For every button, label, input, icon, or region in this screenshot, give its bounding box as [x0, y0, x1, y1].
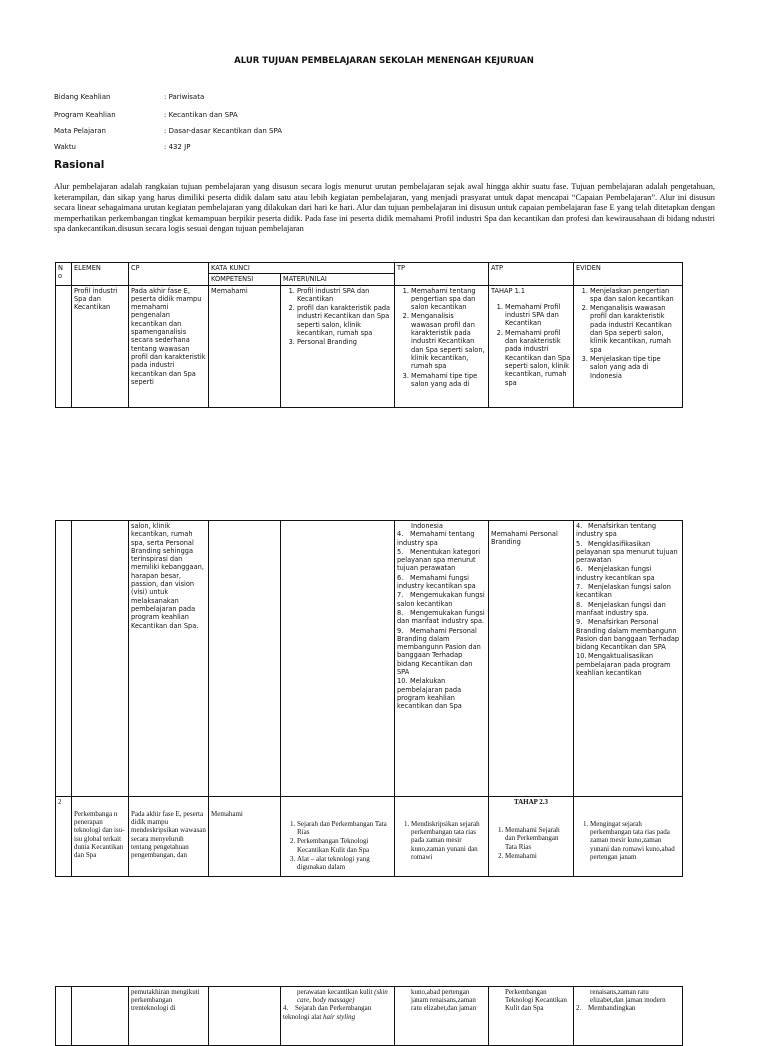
meta-program-keahlian: [54, 111, 238, 119]
meta-label: Bidang Keahlian: [54, 93, 111, 101]
cell-tp: [395, 521, 489, 797]
list-item: 10. Melakukan pembelajaran pada program keahlian kecantikan dan Spa: [397, 677, 462, 711]
list-item: 9. Menafsirkan Personal Branding dalam membangunn Pasion dan banggaan Terhadap bidang Kecantikan dan SPA: [576, 618, 680, 652]
table-row: [56, 797, 683, 877]
cell-atp: [489, 285, 574, 407]
cell-tp: kuno,abad pertengan janam renaisans,zaman ratu elizabet,dan jaman: [395, 987, 489, 1046]
meta-value: : Pariwisata: [164, 93, 205, 101]
table-row: [56, 987, 683, 1046]
list-item: 4. Sejarah dan Perkembangan teknologi alat hair styling: [283, 1004, 372, 1021]
meta-value: : Dasar-dasar Kecantikan dan SPA: [164, 127, 283, 135]
rasional-heading: Rasional: [54, 159, 105, 171]
cell-atp: [489, 521, 574, 797]
list-item: 3. Personal Branding: [297, 338, 392, 346]
atp-table-part-2: [55, 520, 683, 877]
meta-label: Mata Pelajaran: [54, 127, 106, 135]
list-item: 1. Memahami Sejarah dan Perkembangan Tata Rias: [505, 826, 571, 851]
table-row: [56, 285, 683, 407]
table-row: [56, 521, 683, 797]
list-item: 9. Memahami Personal Branding dalam membangunn Pasion dan banggaan Terhadap bidang Kecantikan dan SPA: [397, 626, 481, 677]
cell-kompetensi: [209, 521, 281, 797]
cell-eviden: [574, 797, 683, 877]
cell-tp: [395, 285, 489, 407]
document-title: ALUR TUJUAN PEMBELAJARAN SEKOLAH MENENGAH KEJURUAN: [234, 56, 534, 66]
header-kata-kunci: KATA KUNCI: [209, 263, 395, 274]
cell-kompetensi: Memahami: [209, 285, 281, 407]
list-item: 2. Memahami: [505, 852, 571, 860]
cell-kompetensi: Memahami: [209, 797, 281, 877]
meta-label: Program Keahlian: [54, 111, 116, 119]
atp-item: Memahami Personal Branding: [491, 530, 558, 547]
cell-atp: Perkembangan Teknologi Kecantikan Kulit dan Spa: [489, 987, 574, 1046]
header-no: N o: [56, 263, 72, 286]
cell-elemen: [72, 987, 129, 1046]
cell-cp: salon, klinik kecantikan, rumah spa, serta Personal Branding sehingga terinspirasi dan memiliki kebanggaan, harapan besar, passion, dan vision (visi) untuk melaksanakan pembelajaran pada program keahlian Kecantikan dan Spa.: [129, 521, 209, 797]
cell-no: 2: [56, 797, 72, 877]
cell-no: [56, 285, 72, 407]
list-item: 1. Profil industri SPA dan Kecantikan: [297, 287, 392, 304]
header-elemen: ELEMEN: [72, 263, 129, 286]
list-item: 5. Menentukan kategori pelayanan spa menurut tujuan perawatan: [397, 547, 481, 573]
cell-eviden: renaisans,zaman ratu elizabet,dan jaman modern 2. Membandingkan: [574, 987, 683, 1046]
cell-eviden: [574, 285, 683, 407]
atp-table-part-3: [55, 986, 683, 1046]
cell-eviden: [574, 521, 683, 797]
atp-stage-heading: TAHAP 2.3: [513, 798, 549, 806]
cell-elemen: Perkembanga n penerapan teknologi dan isu-isu global terkait dunia Kecantikan dan Spa: [72, 797, 129, 877]
list-item: 2. Menganalisis wawasan profil dan karakteristik pada industri Kecantikan dan Spa seperti salon, klinik kecantikan, rumah spa: [590, 304, 680, 354]
list-item: 3. Memahami tipe tipe salon yang ada di: [411, 372, 486, 389]
meta-value: : 432 JP: [164, 143, 191, 151]
list-item: 10. Mengaktualisasikan pembelajaran pada program keahlian kecantikan: [576, 652, 671, 678]
atp-table-part-1: [55, 262, 683, 408]
materi-continued: perawatan kecantikan kulit (skin care, body massage): [297, 988, 388, 1005]
list-item: 2. profil dan karakteristik pada industri Kecantikan dan Spa seperti salon, klinik kecantikan, rumah spa: [297, 304, 392, 337]
header-eviden: EVIDEN: [574, 263, 683, 286]
list-item: 3. Menjelaskan tipe tipe salon yang ada di Indonesia: [590, 355, 680, 380]
cell-elemen: [72, 521, 129, 797]
meta-mata-pelajaran: [54, 127, 282, 135]
list-item: 1. Menjelaskan pengertian spa dan salon kecantikan: [590, 287, 680, 304]
tp-continued: Indonesia: [411, 522, 443, 530]
cell-materi: [281, 521, 395, 797]
header-materi: MATERI/NILAI: [281, 274, 395, 285]
cell-cp: Pada akhir fase E, peserta didik mampu mendeskripsikan wawasan secara menyeluruh tentang pengetahuan pengembangan, dan: [129, 797, 209, 877]
header-cp: CP: [129, 263, 209, 286]
list-item: 6. Menjelaskan fungsi industry kecantikan spa: [576, 565, 655, 582]
list-item: 5. Mengklasifikasikan pelayanan spa menurut tujuan perawatan: [576, 539, 678, 565]
list-item: 1. Mengingat sejarah perkembangan tata rias pada zaman mesir kuno,zaman yunani dan romawi kuno,abad pertengan janam: [590, 820, 680, 861]
list-item: 6. Memahami fungsi industry kecantikan spa: [397, 573, 476, 591]
header-atp: ATP: [489, 263, 574, 286]
cell-elemen: Profil industri Spa dan Kecantikan: [72, 285, 129, 407]
rasional-paragraph: Alur pembelajaran adalah rangkaian tujuan pembelajaran yang disusun secara logis menurut urutan pembelajaran sejak awal hingga akhir suatu fase. Tujuan pembelajaran adalah pengetahuan, keterampilan, dan sikap yang harus dimiliki peserta didik dalam satu atau lebih kegiatan pembelajaran, yang menjadi prasyarat untuk dapat mencapai “Capaian Pembelajaran”. Alur ini disusun secara linear sebagaimana urutan kegiatan pembelajaran yang dilakukan dari hari ke hari. Alur dan tujuan pembelajaran ini disusun untuk capaian pembelajaran fase E yang telah ditetapkan dengan memperhatikan perkembangan tingkat kemampuan berpikir peserta didik. Pada fase ini peserta didik memahami Profil industri Spa dan kecantikan dan profesi dan kewirausahaan di bidang ndustri spa dankecantikan.disusun secara logis sesuai dengan tujuan pembelajaran: [54, 182, 715, 233]
list-item: 2. Membandingkan: [576, 1004, 636, 1013]
cell-no: [56, 521, 72, 797]
meta-label: Waktu: [54, 143, 76, 151]
list-item: 1. Memahami tentang pengertian spa dan salon kecantikan: [411, 287, 486, 312]
cell-kompetensi: [209, 987, 281, 1046]
list-item: 3. Alat – alat teknologi yang digunakan dalam: [297, 855, 392, 871]
list-item: 7. Menjelaskan fungsi salon kecantikan: [576, 583, 671, 600]
list-item: 2. Memahami profil dan karakteristik pada industri Kecantikan dan Spa seperti salon, klinik kecantikan, rumah spa: [505, 329, 571, 387]
cell-atp: [489, 797, 574, 877]
meta-value: : Kecantikan dan SPA: [164, 111, 238, 119]
list-item: 4. Memahami tentang industry spa: [397, 530, 475, 547]
meta-waktu: [54, 143, 190, 151]
header-tp: TP: [395, 263, 489, 286]
cell-tp: [395, 797, 489, 877]
cell-cp: pemutakhiran mengikuti perkembangan trenteknologi di: [129, 987, 209, 1046]
meta-bidang-keahlian: [54, 93, 204, 101]
cell-cp: Pada akhir fase E, peserta didik mampu memahami pengenalan kecantikan dan spamenganalisis secara sederhana tentang wawasan profil dan karakteristik pada industri kecantikan dan Spa seperti: [129, 285, 209, 407]
header-kompetensi: KOMPETENSI: [209, 274, 281, 285]
cell-materi: [281, 285, 395, 407]
list-item: 1. Mendiskripsikan sejarah perkembangan tata rias pada zaman mesir kuno,zaman yunani dan romawi: [411, 820, 486, 861]
list-item: 4. Menafsirkan tentang industry spa: [576, 522, 657, 539]
list-item: 2. Menganalisis wawasan profil dan karakteristik pada industri Kecantikan dan Spa seperti salon, klinik kecantikan, rumah spa: [411, 312, 486, 370]
list-item: 8. Mengemukakan fungsi dan manfaat industry spa.: [397, 608, 485, 626]
list-item: 1. Memahami Profil industri SPA dan Kecantikan: [505, 303, 571, 328]
list-item: 8. Menjelaskan fungsi dan manfaat industry spa.: [576, 600, 666, 617]
list-item: 2. Perkembangan Teknologi Kecantikan Kulit dan Spa: [297, 837, 392, 853]
list-item: 1. Sejarah dan Perkembangan Tata Rias: [297, 820, 392, 836]
cell-materi: [281, 987, 395, 1046]
cell-materi: [281, 797, 395, 877]
atp-stage-heading: TAHAP 1.1: [491, 286, 526, 295]
list-item: 7. Mengemukakan fungsi salon kecantikan: [397, 591, 485, 608]
cell-no: [56, 987, 72, 1046]
